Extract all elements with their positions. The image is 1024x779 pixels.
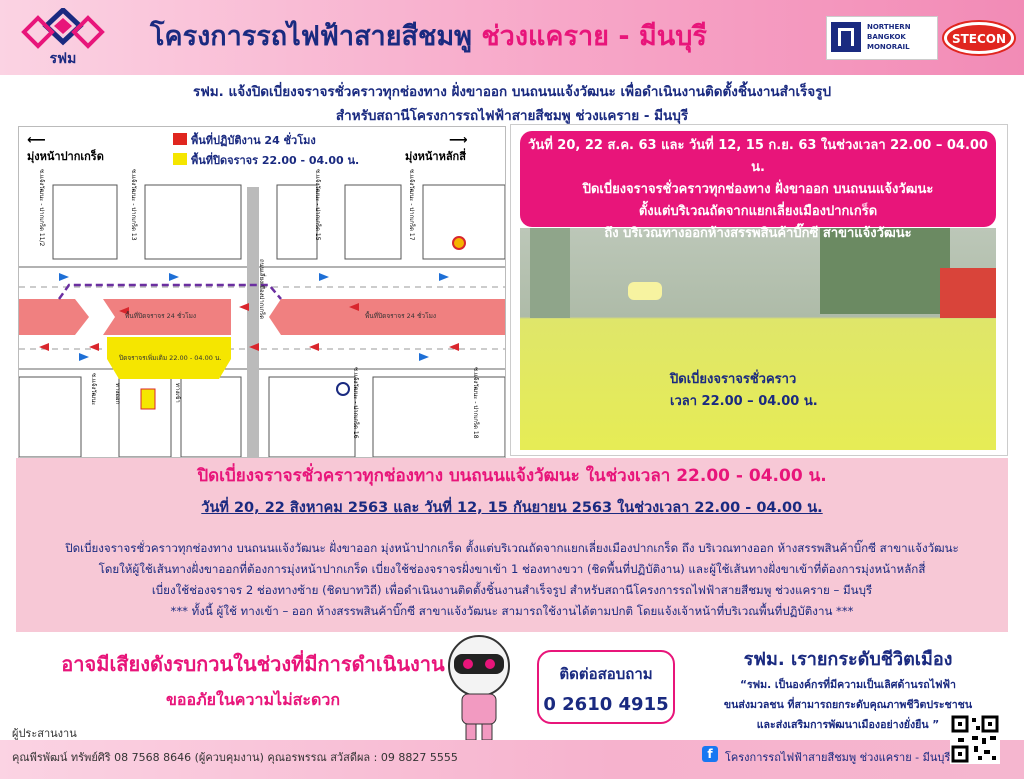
soi-label: ซ.แจ้งวัฒนะ - ปากเกร็ด 17	[408, 169, 415, 241]
srt-logo-text: รฟม	[49, 51, 77, 67]
zone-label-left: พื้นที่ปิดจราจร 24 ชั่วโมง	[125, 312, 197, 320]
soi-label: ซ.แจ้งวัฒนะ - ปากเกร็ด 16	[352, 367, 359, 439]
subtitle-line-2: สำหรับสถานีโครงการรถไฟฟ้าสายสีชมพู ช่วงแคราย - มีนบุรี	[335, 108, 689, 124]
facebook-icon[interactable]: f	[702, 746, 718, 762]
mascot-icon	[434, 632, 524, 744]
soi-label: ซ.แจ้งวัฒนะ - ปากเกร็ด 18	[472, 367, 479, 439]
coordinator-label: ผู้ประสานงาน	[12, 727, 77, 740]
legend-yellow-label: พื้นที่ปิดจราจร 22.00 - 04.00 น.	[191, 154, 360, 167]
notice-headline: ปิดเบี่ยงจราจรชั่วคราวทุกช่องทาง บนถนนแจ้งวัฒนะ ในช่วงเวลา 22.00 - 04.00 น.	[197, 466, 827, 486]
nbm-logo-line: MONORAIL	[867, 43, 910, 51]
nbm-logo-mark	[831, 22, 861, 52]
subtitle-line-1: รฟม. แจ้งปิดเบี่ยงจราจรชั่วคราวทุกช่องทาง ฝั่งขาออก บนถนนแจ้งวัฒนะ เพื่อดำเนินงานติดตั้งชิ้นงานสำเร็จรูป	[192, 84, 832, 100]
apology-text: ขออภัยในความไม่สะดวก	[165, 690, 341, 709]
traffic-map	[18, 126, 506, 458]
srt-logo	[18, 8, 108, 68]
nbm-logo-line: BANGKOK	[867, 33, 906, 41]
qr-code-icon	[950, 714, 1000, 764]
contact-label: ติดต่อสอบถาม	[559, 665, 653, 683]
legend-yellow-swatch	[173, 153, 187, 165]
coordinator-names: คุณพีรพัฒน์ ทรัพย์ศิริ 08 7568 8646 (ผู้ควบคุมงาน) คุณอรพรรณ สวัสดีผล : 09 8827 5555	[12, 751, 458, 764]
notice-body-line: เบี่ยงใช้ช่องจราจร 2 ช่องทางซ้าย (ชิดบาทวิถี) เพื่อดำเนินงานติดตั้งชิ้นงานสำเร็จรูป สำหรับสถานีโครงการรถไฟฟ้าสายสีชมพู ช่วงแคราย – มีนบุรี	[151, 583, 873, 597]
notice-body-line: โดยให้ผู้ใช้เส้นทางฝั่งขาออกที่ต้องการมุ่งหน้าปากเกร็ด เบี่ยงใช้ช่องจราจรฝั่งขาเข้า 1 ช่องทางขวา (ชิดพื้นที่ปฏิบัติงาน) และผู้ใช้เส้นทางฝั่งขาเข้าที่ต้องการมุ่งหน้าหลักสี่	[98, 562, 926, 576]
direction-right-label: มุ่งหน้าหลักสี่	[405, 150, 466, 163]
cross-road-label: ถนนเลี่ยงเมืองปากเกร็ด	[258, 259, 265, 320]
photo-overlay-line-1: ปิดเบี่ยงจราจรชั่วคราว	[670, 372, 797, 387]
photo-overlay-line-2: เวลา 22.00 – 04.00 น.	[670, 394, 818, 409]
noise-warning: อาจมีเสียงดังรบกวนในช่วงที่มีการดำเนินงาน	[61, 652, 445, 676]
closure-info-line: ปิดเบี่ยงจราจรชั่วคราวทุกช่องทาง ฝั่งขาออก บนถนนแจ้งวัฒนะ	[582, 182, 934, 197]
soi-label: ซ.แจ้งวัฒนะ	[90, 373, 97, 406]
road-photo	[520, 228, 996, 450]
notice-dates: วันที่ 20, 22 สิงหาคม 2563 และ วันที่ 12, 15 กันยายน 2563 ในช่วงเวลา 22.00 - 04.00 น.	[201, 500, 823, 516]
closure-info-line: ถึง บริเวณทางออกห้างสรรพสินค้าบิ๊กซี สาขาแจ้งวัฒนะ	[604, 226, 912, 241]
direction-left-label: มุ่งหน้าปากเกร็ด	[27, 150, 104, 163]
closure-info-line: ตั้งแต่บริเวณถัดจากแยกเลี่ยงเมืองปากเกร็ด	[638, 204, 878, 219]
soi-label: ซ.แจ้งวัฒนะ - ปากเกร็ด 15	[314, 169, 321, 241]
vision-quote-line: “รฟม. เป็นองค์กรที่มีความเป็นเลิศด้านรถไฟฟ้า	[740, 679, 956, 691]
facebook-page-link[interactable]: โครงการรถไฟฟ้าสายสีชมพู ช่วงแคราย - มีนบุรี	[725, 751, 951, 764]
closure-info-line: วันที่ 20, 22 ส.ค. 63 และ วันที่ 12, 15 ก.ย. 63 ในช่วงเวลา 22.00 – 04.00 น.	[528, 138, 988, 175]
vision-quote-line: และส่งเสริมการพัฒนาเมืองอย่างยั่งยืน ”	[756, 719, 940, 731]
direction-arrow-left-icon: ⟵	[27, 133, 46, 148]
contact-phone: 0 2610 4915	[543, 694, 669, 715]
slogan: รฟม. เรายกระดับชีวิตเมือง	[743, 649, 953, 670]
contact-box	[537, 650, 675, 724]
notice-body-line: ปิดเบี่ยงจราจรชั่วคราวทุกช่องทาง บนถนนแจ้งวัฒนะ ฝั่งขาออก มุ่งหน้าปากเกร็ด ตั้งแต่บริเวณถัดจากแยกเลี่ยงเมืองปากเกร็ด ถึง บริเวณทางออก ห้างสรรพสินค้าบิ๊กซี สาขาแจ้งวัฒนะ	[65, 541, 959, 555]
exit-label: ทางออก	[114, 383, 121, 405]
vision-quote-line: ขนส่งมวลชน ที่สามารถยกระดับคุณภาพชีวิตประชาชน	[723, 699, 973, 711]
notice-body-line: *** ทั้งนี้ ผู้ใช้ ทางเข้า – ออก ห้างสรรพสินค้าบิ๊กซี สาขาแจ้งวัฒนะ สามารถใช้งานได้ตามปกติ โดยแจ้งเจ้าหน้าที่บริเวณพื้นที่ปฏิบัติงาน ***	[170, 604, 854, 618]
zone-label-yellow: ปิดจราจรเพิ่มเติม 22.00 - 04.00 น.	[119, 354, 222, 362]
soi-label: ซ.แจ้งวัฒนะ - ปากเกร็ด 13	[130, 169, 137, 241]
nbm-logo-line: NORTHERN	[867, 23, 911, 31]
direction-arrow-right-icon: ⟶	[449, 133, 468, 148]
stecon-logo	[942, 20, 1016, 56]
entrance-label: ทางเข้า	[174, 383, 181, 403]
closure-info-box	[520, 131, 996, 241]
legend-red-swatch	[173, 133, 187, 145]
page-title: โครงการรถไฟฟ้าสายสีชมพู ช่วงแคราย - มีนบุรี	[150, 21, 707, 52]
soi-label: ซ.แจ้งวัฒนะ - ปากเกร็ด 11/2	[38, 169, 45, 247]
zone-label-right: พื้นที่ปิดจราจร 24 ชั่วโมง	[365, 312, 437, 320]
nbm-logo	[826, 16, 938, 60]
svg-text:STECON: STECON	[951, 32, 1007, 46]
legend-red-label: พื้นที่ปฏิบัติงาน 24 ชั่วโมง	[191, 134, 316, 147]
